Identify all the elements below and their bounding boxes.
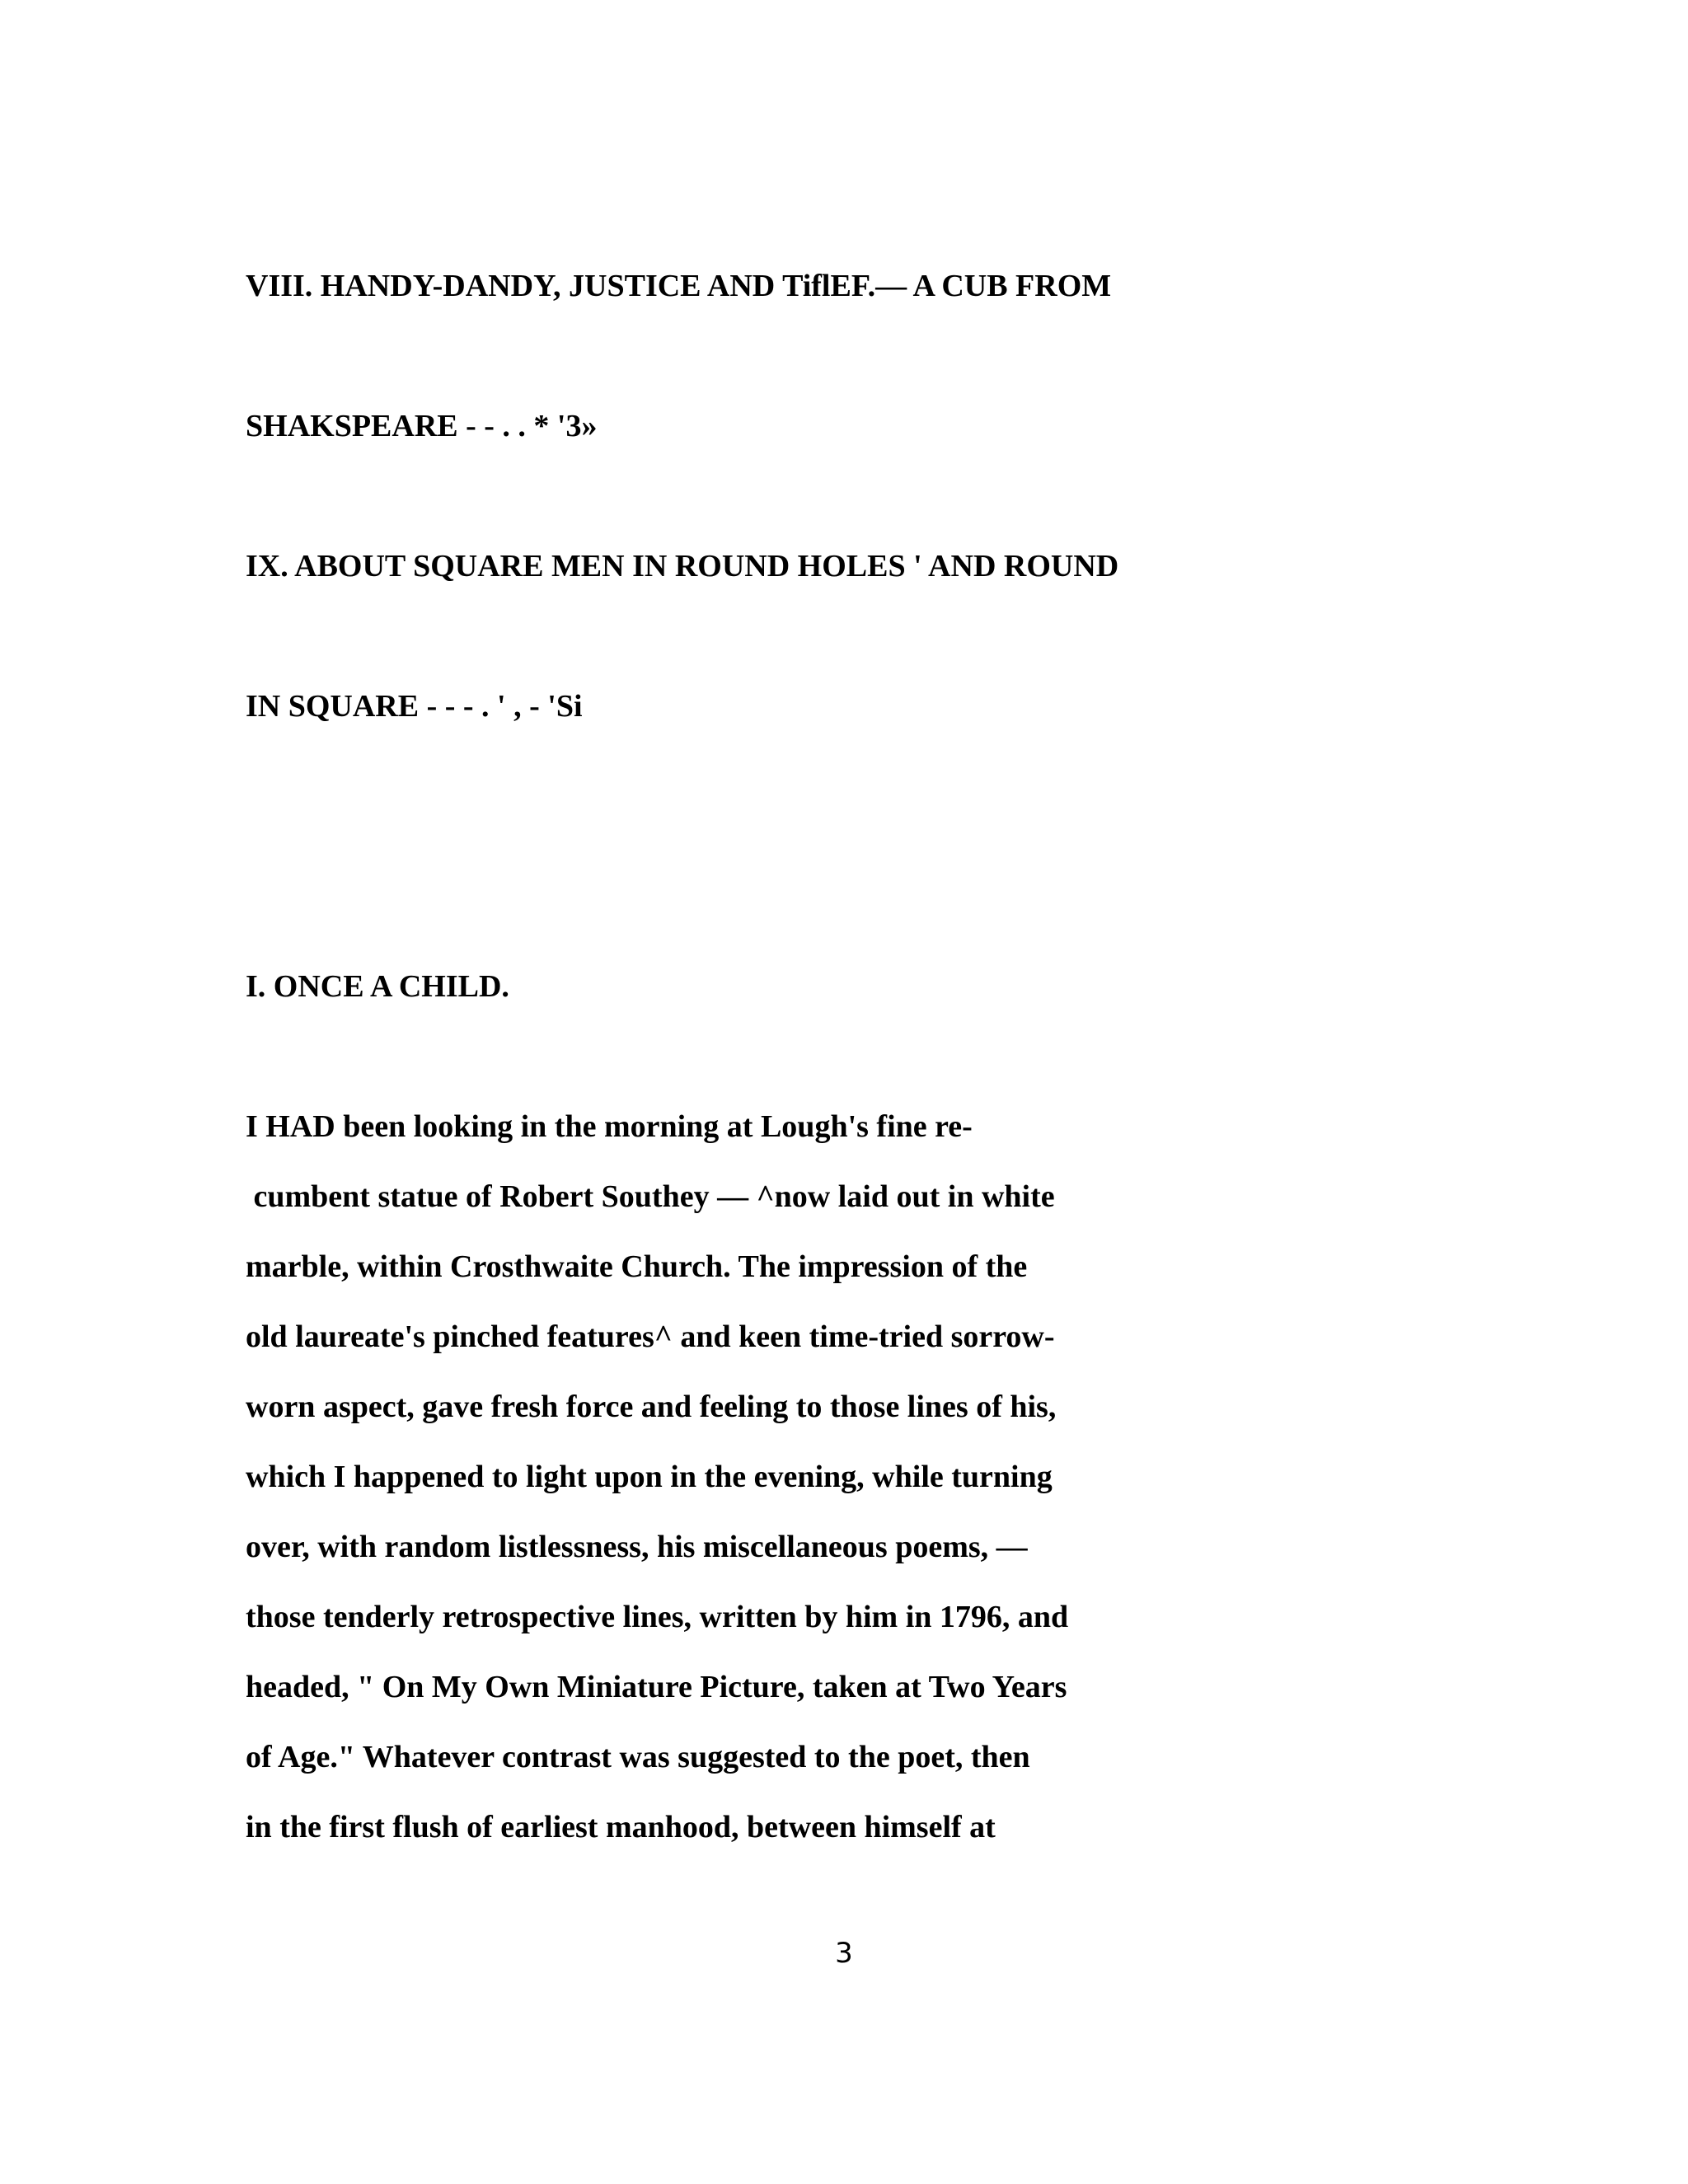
body-text-line: which I happened to light upon in the evening, while turning xyxy=(246,1460,1053,1494)
contents-line: VIII. HANDY-DANDY, JUSTICE AND TiflEF.— A CUB FROM xyxy=(246,269,1112,303)
body-text-line: cumbent statue of Robert Southey — ^now laid out in white xyxy=(246,1179,1055,1214)
contents-line: SHAKSPEARE - - . . * '3» xyxy=(246,409,598,443)
contents-line: IN SQUARE - - - . ' , - 'Si xyxy=(246,689,583,724)
body-text-line: worn aspect, gave fresh force and feeling to those lines of his, xyxy=(246,1390,1057,1424)
body-text-line: old laureate's pinched features^ and keen time-tried sorrow- xyxy=(246,1319,1055,1354)
contents-line: IX. ABOUT SQUARE MEN IN ROUND HOLES ' AND ROUND xyxy=(246,549,1119,583)
body-text-line: I HAD been looking in the morning at Lough's fine re- xyxy=(246,1109,973,1144)
chapter-title: I. ONCE A CHILD. xyxy=(246,969,509,1004)
body-text-line: over, with random listlessness, his miscellaneous poems, — xyxy=(246,1530,1028,1564)
body-text-line: of Age." Whatever contrast was suggested to the poet, then xyxy=(246,1740,1030,1774)
page-number: 3 xyxy=(835,1937,853,1970)
body-text-line: headed, " On My Own Miniature Picture, taken at Two Years xyxy=(246,1670,1067,1704)
body-text-line: marble, within Crosthwaite Church. The impression of the xyxy=(246,1249,1028,1284)
body-text-line: in the first flush of earliest manhood, between himself at xyxy=(246,1810,996,1844)
body-text-line: those tenderly retrospective lines, written by him in 1796, and xyxy=(246,1600,1069,1634)
